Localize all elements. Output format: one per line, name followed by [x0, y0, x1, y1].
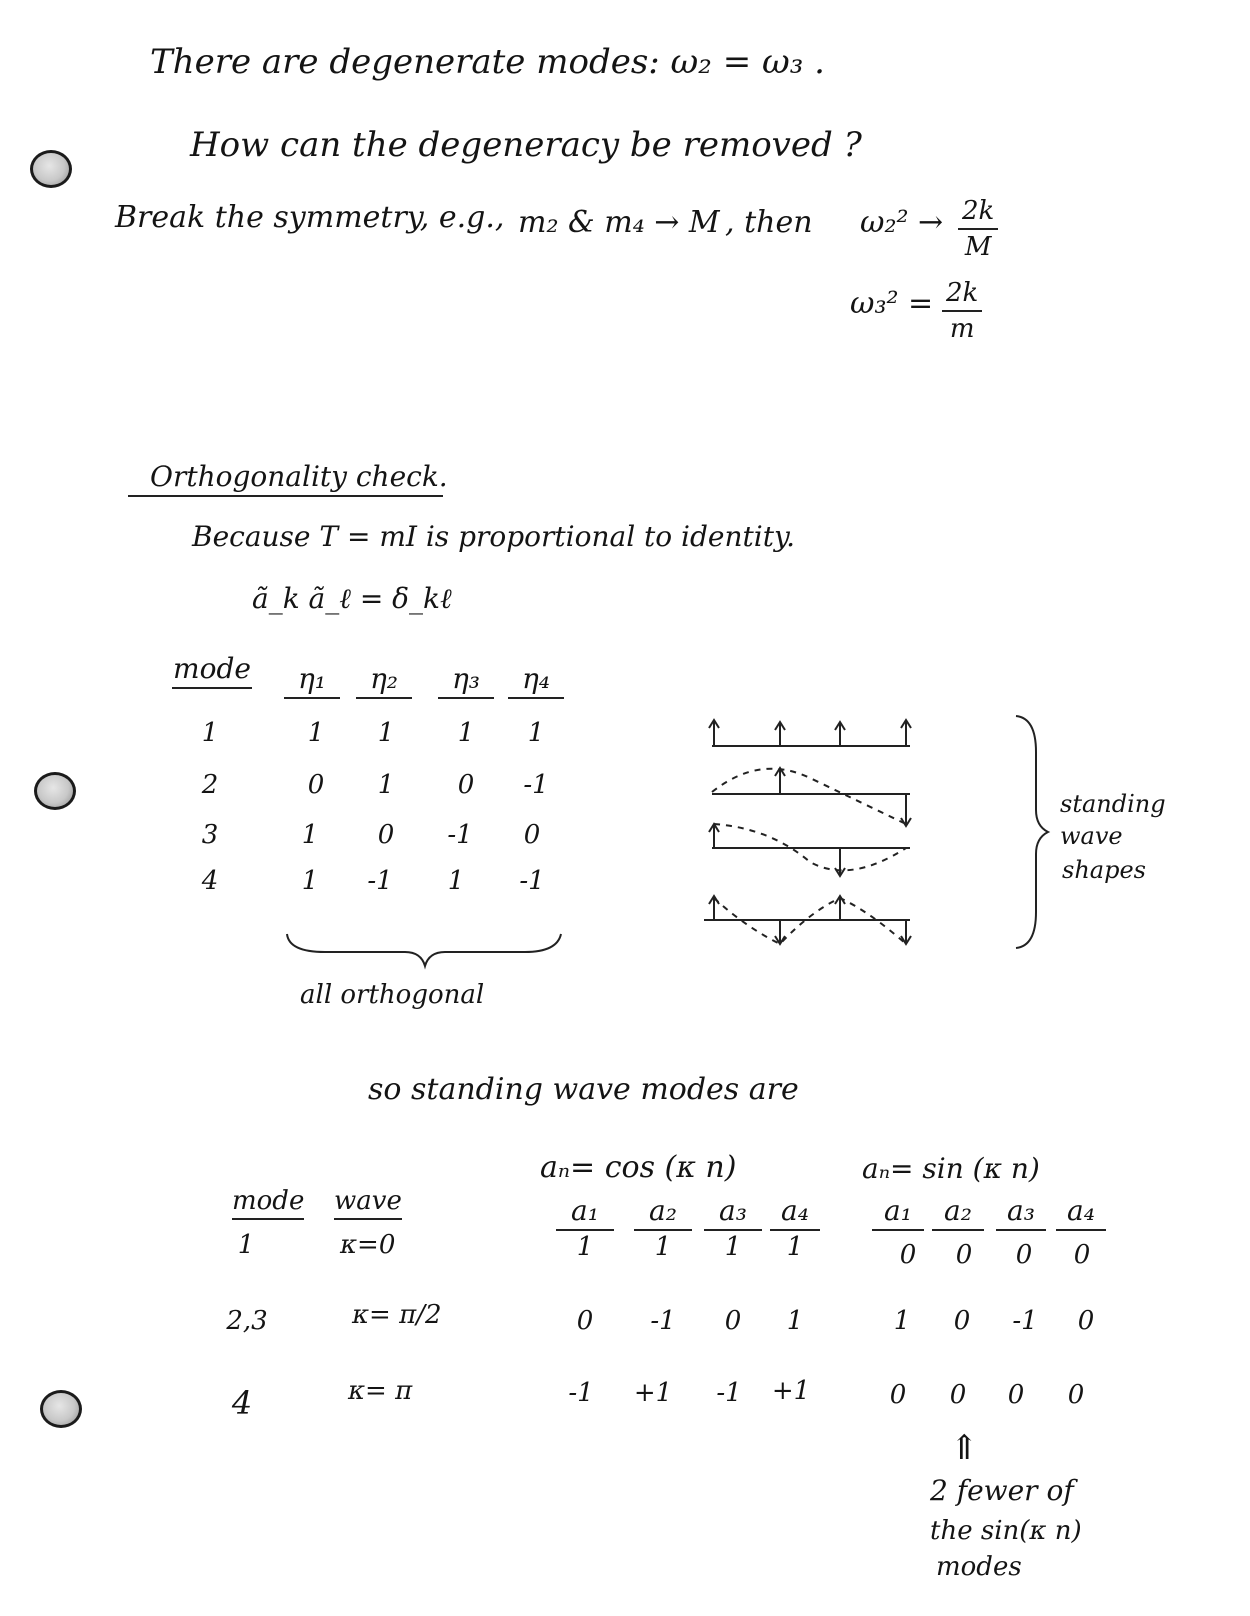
- omega2-numerator: 2k: [958, 196, 998, 230]
- because-line: Because T = mI is proportional to identity.: [192, 520, 795, 553]
- omega3-numerator: 2k: [942, 278, 982, 312]
- cos-header-a2: a₂: [634, 1194, 692, 1231]
- orthonormal-relation: ã_k ã_ℓ = δ_kℓ: [252, 582, 452, 615]
- table1-cell: 0: [377, 820, 395, 850]
- cos-header-a3: a₃: [704, 1194, 762, 1231]
- table2-cos: 0: [724, 1306, 742, 1336]
- table1-header-eta4: η₄: [508, 662, 564, 699]
- table2-cos: -1: [716, 1378, 742, 1408]
- table1-cell: 4: [201, 866, 219, 896]
- orthogonality-heading: Orthogonality check.: [150, 460, 448, 493]
- fewer-note-3: modes: [936, 1552, 1022, 1582]
- table2-mode: 1: [237, 1230, 255, 1260]
- omega3-squared: ω₃² =: [850, 286, 934, 321]
- table1-cell: 0: [307, 770, 325, 800]
- omega2-denominator: M: [964, 232, 992, 262]
- sin-header-a3: a₃: [996, 1194, 1046, 1231]
- table2-sin: 0: [949, 1380, 967, 1410]
- table2-sin: 0: [953, 1306, 971, 1336]
- table2-sin: 0: [1007, 1380, 1025, 1410]
- table2-wave: κ= π: [348, 1376, 413, 1406]
- table2-header-wave: wave: [334, 1186, 402, 1220]
- table1-cell: 1: [457, 718, 475, 748]
- table1-cell: -1: [367, 866, 393, 896]
- table2-wave: κ= π/2: [352, 1300, 442, 1330]
- table2-mode: 2,3: [226, 1306, 268, 1336]
- table1-cell: 1: [377, 770, 395, 800]
- table1-cell: 1: [377, 718, 395, 748]
- question-line: How can the degeneracy be removed ?: [190, 125, 862, 165]
- table2-sin: 0: [1077, 1306, 1095, 1336]
- table1-cell: 0: [457, 770, 475, 800]
- table-brace: [285, 930, 565, 970]
- table1-header-eta2: η₂: [356, 662, 412, 699]
- table1-cell: 1: [307, 718, 325, 748]
- heading-underline: [128, 495, 443, 497]
- cos-title: aₙ= cos (κ n): [540, 1150, 737, 1185]
- table2-cos: 1: [786, 1232, 804, 1262]
- table2-cos: 1: [724, 1232, 742, 1262]
- table1-cell: 3: [201, 820, 219, 850]
- table1-cell: 1: [301, 820, 319, 850]
- all-orthogonal-note: all orthogonal: [300, 980, 485, 1010]
- omega2-fraction: [958, 196, 998, 262]
- fewer-note-1: 2 fewer of: [930, 1474, 1074, 1507]
- table2-sin: 1: [893, 1306, 911, 1336]
- table2-cos: +1: [633, 1378, 673, 1408]
- standing-wave-sketches: [700, 712, 920, 952]
- table2-sin: -1: [1012, 1306, 1038, 1336]
- break-symmetry-text: Break the symmetry, e.g.,: [115, 200, 505, 235]
- table2-sin: 0: [899, 1240, 917, 1270]
- shapes-label-2: wave: [1060, 822, 1123, 850]
- binder-hole-middle: [34, 772, 76, 810]
- table2-cos: 1: [576, 1232, 594, 1262]
- omega3-denominator: m: [949, 314, 975, 344]
- table1-cell: 2: [201, 770, 219, 800]
- table1-cell: 0: [523, 820, 541, 850]
- standing-intro: so standing wave modes are: [368, 1072, 799, 1107]
- table1-cell: -1: [523, 770, 549, 800]
- double-up-arrow: ⇑: [950, 1428, 979, 1468]
- table1-cell: 1: [527, 718, 545, 748]
- table1-header-mode: mode: [172, 652, 252, 689]
- table2-cos: -1: [650, 1306, 676, 1336]
- table1-cell: 1: [201, 718, 219, 748]
- table1-header-eta3: η₃: [438, 662, 494, 699]
- table2-cos: +1: [771, 1376, 811, 1406]
- table2-cos: 0: [576, 1306, 594, 1336]
- table1-cell: -1: [519, 866, 545, 896]
- table2-cos: -1: [568, 1378, 594, 1408]
- binder-hole-bottom: [40, 1390, 82, 1428]
- mass-change-text: m₂ & m₄ → M: [518, 205, 720, 240]
- sin-header-a1: a₁: [872, 1194, 924, 1231]
- table2-wave: κ=0: [340, 1230, 396, 1260]
- table2-sin: 0: [955, 1240, 973, 1270]
- cos-header-a1: a₁: [556, 1194, 614, 1231]
- omega3-fraction: [942, 278, 982, 344]
- binder-hole-top: [30, 150, 72, 188]
- omega2-squared: ω₂² →: [860, 205, 944, 240]
- table2-header-mode: mode: [232, 1186, 304, 1220]
- sin-title: aₙ= sin (κ n): [862, 1152, 1040, 1185]
- then-text: , then: [725, 205, 813, 240]
- sin-header-a4: a₄: [1056, 1194, 1106, 1231]
- shapes-label-3: shapes: [1062, 856, 1146, 884]
- table1-cell: -1: [447, 820, 473, 850]
- table1-header-eta1: η₁: [284, 662, 340, 699]
- table2-sin: 0: [889, 1380, 907, 1410]
- shapes-brace: [1012, 712, 1052, 952]
- fewer-note-2: the sin(κ n): [930, 1516, 1082, 1546]
- table2-cos: 1: [786, 1306, 804, 1336]
- table2-mode: 4: [231, 1384, 253, 1422]
- table1-cell: 1: [447, 866, 465, 896]
- table1-cell: 1: [301, 866, 319, 896]
- table2-sin: 0: [1015, 1240, 1033, 1270]
- shapes-label-1: standing: [1060, 790, 1166, 818]
- cos-header-a4: a₄: [770, 1194, 820, 1231]
- degenerate-line: There are degenerate modes: ω₂ = ω₃ .: [150, 42, 825, 82]
- table2-sin: 0: [1067, 1380, 1085, 1410]
- sin-header-a2: a₂: [932, 1194, 984, 1231]
- table2-sin: 0: [1073, 1240, 1091, 1270]
- table2-cos: 1: [654, 1232, 672, 1262]
